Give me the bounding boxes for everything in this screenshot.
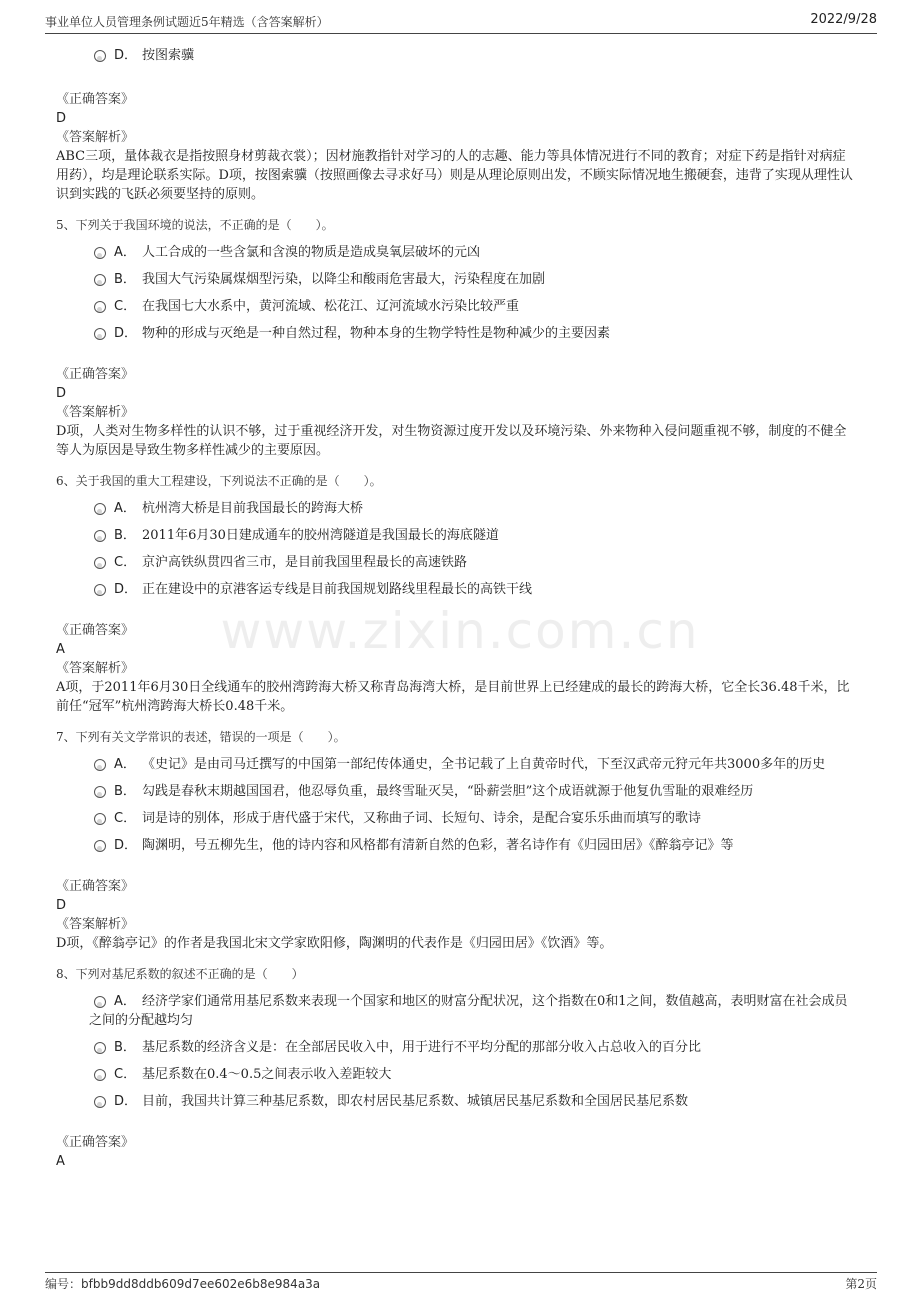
page-number: 第2页 [845,1277,877,1291]
option-text: 物种的形成与灭绝是一种自然过程，物种本身的生物学特性是物种减少的主要因素 [142,326,611,341]
radio-icon[interactable] [94,247,106,259]
option-d[interactable] [56,324,856,343]
option-letter: D． [114,1094,138,1109]
answer-value: A [56,1154,65,1169]
radio-icon[interactable] [94,584,106,596]
radio-icon[interactable] [94,50,106,62]
option-text: 京沪高铁纵贯四省三市，是目前我国里程最长的高速铁路 [142,555,468,570]
option-letter: B． [114,272,136,287]
option-b[interactable] [56,782,856,801]
answer-label: 《正确答案》 [56,92,135,107]
option-letter: C． [114,811,137,826]
option-text: 正在建设中的京港客运专线是目前我国规划路线里程最长的高铁干线 [142,582,533,597]
document-title: 事业单位人员管理条例试题近5年精选（含答案解析） [45,15,329,29]
answer-label: 《正确答案》 [56,623,135,638]
radio-icon[interactable] [94,530,106,542]
explanation-text: D项，人类对生物多样性的认识不够，过于重视经济开发，对生物资源过度开发以及环境污染、外来物种入侵问题重视不够，制度的不健全等人为原因是导致生物多样性减少的主要原因。 [56,424,847,458]
option-text: 目前，我国共计算三种基尼系数，即农村居民基尼系数、城镇居民基尼系数和全国居民基尼系数 [142,1094,689,1109]
radio-icon[interactable] [94,1042,106,1054]
option-letter: B． [114,784,136,799]
page-header [45,12,877,34]
option-text: 基尼系数在0.4～0.5之间表示收入差距较大 [142,1067,392,1082]
document-date: 2022/9/28 [810,12,877,27]
option-letter: A． [114,994,136,1009]
answer-value: D [56,386,67,401]
option-text: 人工合成的一些含氯和含溴的物质是造成臭氧层破坏的元凶 [142,245,481,260]
radio-icon[interactable] [94,813,106,825]
explanation-text: D项，《醉翁亭记》的作者是我国北宋文学家欧阳修，陶渊明的代表作是《归园田居》《饮酒》等。 [56,936,613,951]
option-letter: C． [114,1067,137,1082]
radio-icon[interactable] [94,996,106,1008]
radio-icon[interactable] [94,503,106,515]
option-letter: C． [114,299,137,314]
document-id: 编号：bfbb9dd8ddb609d7ee602e6b8e984a3a [45,1277,321,1291]
option-letter: A． [114,245,136,260]
option-text: 经济学家们通常用基尼系数来表现一个国家和地区的财富分配状况，这个指数在0和1之间，数值越高，表明财富在社会成员之间的分配越均匀 [89,994,848,1028]
option-d[interactable] [56,836,856,855]
question-stem: 8、下列对基尼系数的叙述不正确的是（ ） [56,967,304,981]
radio-icon[interactable] [94,759,106,771]
option-text: 在我国七大水系中，黄河流域、松花江、辽河流域水污染比较严重 [142,299,520,314]
option-letter: A． [114,501,136,516]
answer-value: A [56,642,65,657]
radio-icon[interactable] [94,786,106,798]
radio-icon[interactable] [94,328,106,340]
answer-label: 《正确答案》 [56,1135,135,1150]
option-d[interactable] [56,46,856,65]
option-text: 词是诗的别体，形成于唐代盛于宋代，又称曲子词、长短句、诗余，是配合宴乐乐曲而填写的歌诗 [142,811,702,826]
option-a[interactable] [56,755,856,774]
option-c[interactable] [56,297,856,316]
radio-icon[interactable] [94,840,106,852]
radio-icon[interactable] [94,274,106,286]
option-b[interactable] [56,1038,856,1057]
option-letter: A． [114,757,136,772]
explanation-label: 《答案解析》 [56,917,135,932]
option-b[interactable] [56,526,856,545]
option-text: 陶渊明，号五柳先生，他的诗内容和风格都有清新自然的色彩，著名诗作有《归园田居》《醉翁亭记》等 [142,838,734,853]
option-letter: C． [114,555,137,570]
option-letter: D． [114,326,138,341]
document-body [56,44,856,1171]
option-letter: B． [114,528,136,543]
option-letter: D． [114,48,138,63]
question-stem: 6、关于我国的重大工程建设，下列说法不正确的是（ ）。 [56,474,382,488]
option-text: 我国大气污染属煤烟型污染，以降尘和酸雨危害最大，污染程度在加剧 [142,272,546,287]
radio-icon[interactable] [94,1069,106,1081]
answer-label: 《正确答案》 [56,367,135,382]
option-text: 《史记》是由司马迁撰写的中国第一部纪传体通史，全书记载了上自黄帝时代，下至汉武帝元狩元年共3000多年的历史 [142,757,826,772]
option-letter: D． [114,582,138,597]
answer-label: 《正确答案》 [56,879,135,894]
option-d[interactable] [56,580,856,599]
watermark: www.zixin.com.cn [220,602,700,660]
option-b[interactable] [56,270,856,289]
explanation-label: 《答案解析》 [56,661,135,676]
page-footer [45,1272,877,1292]
option-text: 2011年6月30日建成通车的胶州湾隧道是我国最长的海底隧道 [142,528,499,543]
answer-value: D [56,898,67,913]
option-letter: B． [114,1040,136,1055]
radio-icon[interactable] [94,557,106,569]
option-a[interactable] [56,243,856,262]
option-c[interactable] [56,1065,856,1084]
option-text: 基尼系数的经济含义是：在全部居民收入中，用于进行不平均分配的那部分收入占总收入的百分比 [142,1040,702,1055]
explanation-label: 《答案解析》 [56,405,135,420]
option-c[interactable] [56,553,856,572]
explanation-text: ABC三项，量体裁衣是指按照身材剪裁衣裳）；因材施教指针对学习的人的志趣、能力等具体情况进行不同的教育；对症下药是指针对病症用药），均是理论联系实际。D项，按图索骥（按照画像去寻求好马）则是从理论原则出发，不顾实际情况地生搬硬套，违背了实现从理性认识到实践的飞跃必须要坚持的原则。 [56,149,853,202]
question-stem: 7、下列有关文学常识的表述，错误的一项是（ ）。 [56,730,346,744]
radio-icon[interactable] [94,301,106,313]
explanation-text: A项，于2011年6月30日全线通车的胶州湾跨海大桥又称青岛海湾大桥，是目前世界上已经建成的最长的跨海大桥，它全长36.48千米，比前任“冠军”杭州湾跨海大桥长0.48千米。 [56,680,850,714]
option-c[interactable] [56,809,856,828]
option-text: 勾践是春秋末期越国国君，他忍辱负重，最终雪耻灭吴，“卧薪尝胆”这个成语就源于他复仇雪耻的艰难经历 [142,784,754,799]
option-a[interactable] [56,499,856,518]
option-a[interactable] [56,992,856,1030]
answer-value: D [56,111,67,126]
explanation-label: 《答案解析》 [56,130,135,145]
option-d[interactable] [56,1092,856,1111]
question-stem: 5、下列关于我国环境的说法，不正确的是（ ）。 [56,218,334,232]
option-text: 杭州湾大桥是目前我国最长的跨海大桥 [142,501,364,516]
option-letter: D． [114,838,138,853]
option-text: 按图索骥 [142,48,195,63]
radio-icon[interactable] [94,1096,106,1108]
